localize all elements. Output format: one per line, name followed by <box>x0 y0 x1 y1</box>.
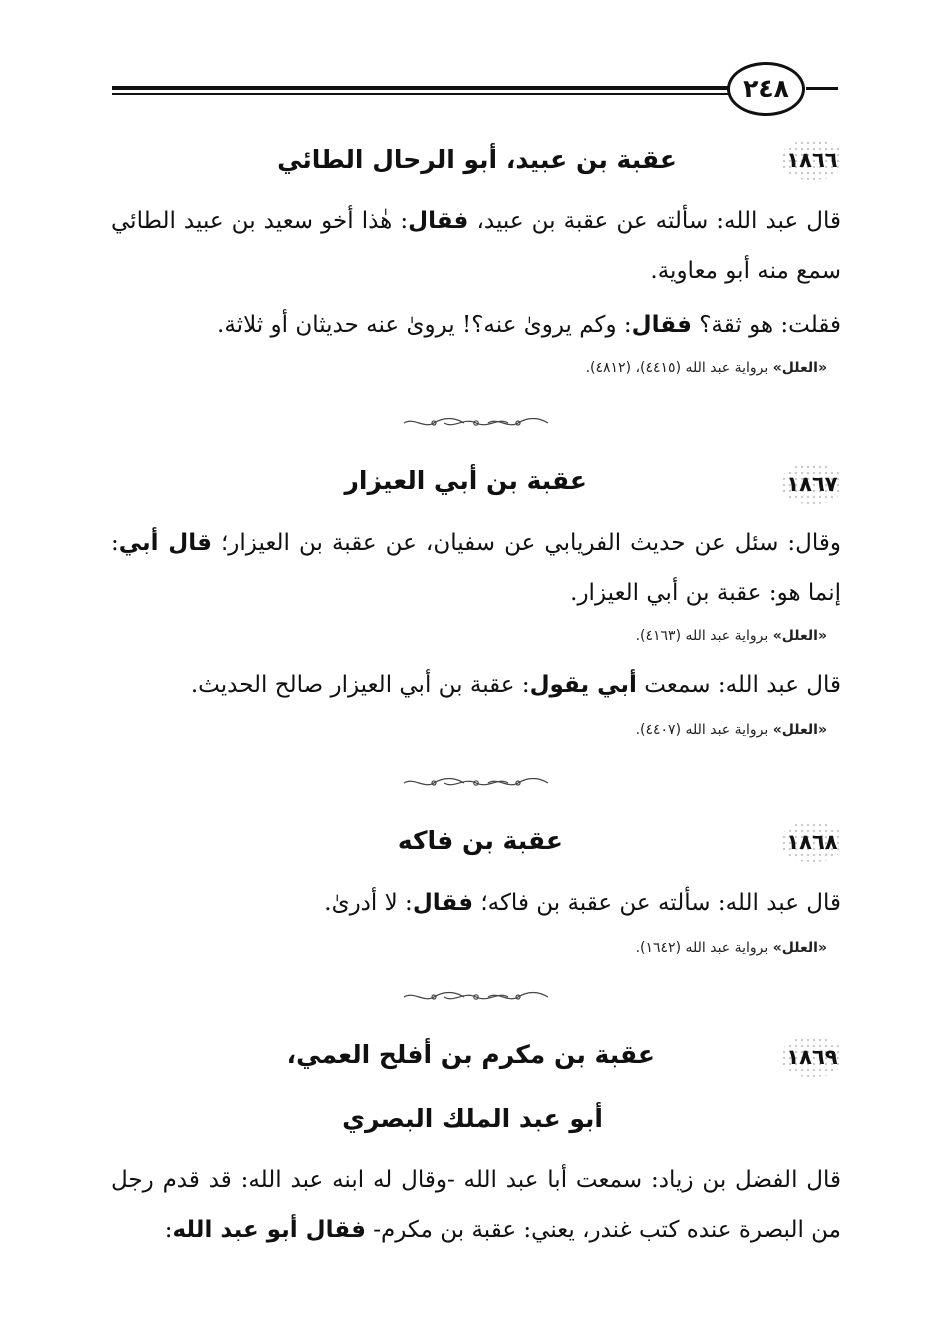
entry-paragraph <box>111 660 841 710</box>
source-citation <box>636 628 827 644</box>
paragraph-keyword: فقال <box>412 890 474 916</box>
paragraph-text: وقال: سئل عن حديث الفريابي عن سفيان، عن عقبة بن العيزار؛ <box>221 530 841 556</box>
citation-book: «العلل» <box>772 722 827 738</box>
paragraph-keyword: قال أبي <box>118 530 212 556</box>
paragraph-text: قال عبد الله: سألته عن عقبة بن عبيد، <box>476 208 842 234</box>
entry-paragraph <box>111 1155 841 1255</box>
paragraph-text: : هٰذا أخو سعيد بن عبيد الطائي سمع منه أبو معاوية. <box>111 208 841 284</box>
citation-ref: برواية عبد الله (٤٤١٥)، (٤٨١٢). <box>585 360 773 376</box>
entry-subtitle: أبو عبد الملك البصري <box>342 1104 603 1133</box>
paragraph-keyword: فقال <box>408 208 469 234</box>
paragraph-text: فقلت: هو ثقة؟ <box>699 312 841 338</box>
entry-title: عقبة بن عبيد، أبو الرحال الطائي <box>277 145 677 174</box>
entry-title: عقبة بن مكرم بن أفلح العمي، <box>286 1040 655 1069</box>
entry-paragraph <box>111 196 841 296</box>
entry-paragraph <box>111 878 841 928</box>
entry-paragraph <box>111 300 841 350</box>
page-number: ٢٤٨ <box>727 62 805 116</box>
source-citation <box>586 360 827 376</box>
citation-book: «العلل» <box>772 360 827 376</box>
paragraph-keyword: فقال <box>631 312 692 338</box>
section-divider-ornament <box>400 416 552 430</box>
source-citation <box>636 722 827 738</box>
entry-number-badge: ١٨٦٧ <box>781 464 843 504</box>
section-divider-ornament <box>400 776 552 790</box>
entry-paragraph <box>111 518 841 618</box>
header-rule-thin <box>112 93 729 95</box>
paragraph-text: : وكم يروىٰ عنه؟! يروىٰ عنه حديثان أو ثلاثة. <box>217 312 632 338</box>
paragraph-text: قال الفضل بن زياد: سمعت أبا عبد الله -وقال له ابنه عبد الله: قد قدم رجل من البصرة عنده كتب غندر، يعني: عقبة بن مكرم- <box>111 1167 841 1243</box>
paragraph-text: : عقبة بن أبي العيزار صالح الحديث. <box>190 672 530 698</box>
source-citation <box>636 940 827 956</box>
citation-book: «العلل» <box>772 940 827 956</box>
entry-title: عقبة بن أبي العيزار <box>344 466 587 495</box>
citation-ref: برواية عبد الله (٤١٦٣). <box>635 628 773 644</box>
paragraph-text: : لا أدرىٰ. <box>324 890 413 916</box>
paragraph-keyword: أبي يقول <box>529 672 637 698</box>
entry-number-badge: ١٨٦٨ <box>781 822 843 862</box>
paragraph-text: : <box>164 1217 173 1243</box>
header-rule <box>112 86 729 90</box>
citation-ref: برواية عبد الله (١٦٤٢). <box>635 940 773 956</box>
citation-book: «العلل» <box>772 628 827 644</box>
section-divider-ornament <box>400 990 552 1004</box>
citation-ref: برواية عبد الله (٤٤٠٧). <box>635 722 773 738</box>
paragraph-keyword: فقال أبو عبد الله <box>172 1217 366 1243</box>
header-rule-stub <box>806 87 838 90</box>
paragraph-text: قال عبد الله: سألته عن عقبة بن فاكه؛ <box>480 890 841 916</box>
entry-number-badge: ١٨٦٦ <box>781 140 843 180</box>
paragraph-text: : إنما هو: عقبة بن أبي العيزار. <box>111 530 841 606</box>
entry-title: عقبة بن فاكه <box>397 826 563 855</box>
paragraph-text: قال عبد الله: سمعت <box>644 672 841 698</box>
entry-number-badge: ١٨٦٩ <box>781 1037 843 1077</box>
